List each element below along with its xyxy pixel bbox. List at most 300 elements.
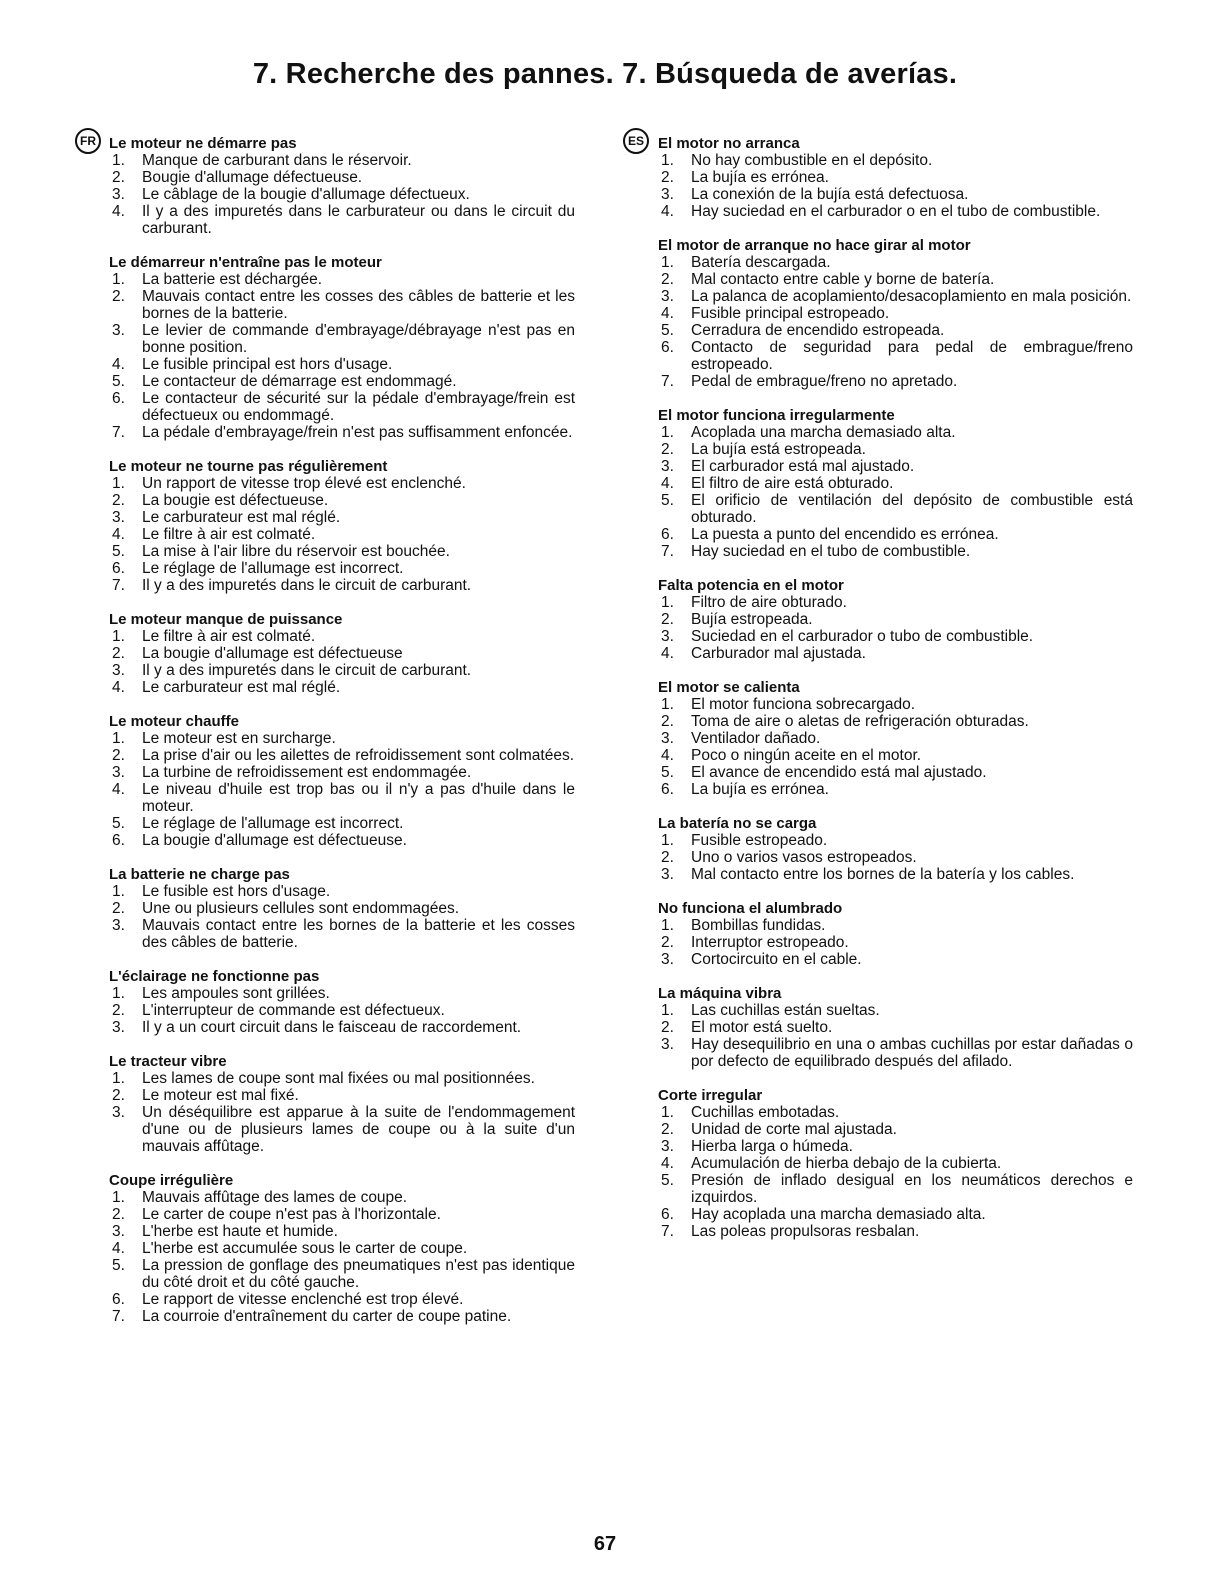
- item-number: 1.: [661, 832, 674, 849]
- section-heading: Le moteur manque de puissance: [109, 611, 343, 628]
- cause-list: [109, 152, 575, 237]
- item-text: Las poleas propulsoras resbalan.: [691, 1223, 920, 1240]
- list-item: [109, 288, 575, 322]
- section-heading: Le moteur chauffe: [109, 713, 240, 730]
- item-number: 7.: [112, 424, 125, 441]
- item-text: Las cuchillas están sueltas.: [691, 1002, 880, 1019]
- item-text: La bujía está estropeada.: [691, 441, 866, 458]
- page-title: 7. Recherche des pannes. 7. Búsqueda de averías.: [252, 58, 958, 90]
- item-number: 2.: [661, 849, 674, 866]
- list-item: [109, 1087, 575, 1104]
- list-item: [109, 560, 575, 577]
- list-item: [109, 1070, 575, 1087]
- item-number: 2.: [112, 1002, 125, 1019]
- item-text: La bougie est défectueuse.: [142, 492, 329, 509]
- item-text: Le contacteur de démarrage est endommagé.: [142, 373, 457, 390]
- troubleshooting-section: [658, 407, 1133, 560]
- cause-list: [109, 1070, 575, 1155]
- item-number: 1.: [112, 271, 125, 288]
- item-text: Fusible estropeado.: [691, 832, 828, 849]
- item-text: Le filtre à air est colmaté.: [142, 526, 316, 543]
- item-text: Le filtre à air est colmaté.: [142, 628, 316, 645]
- item-text: Poco o ningún aceite en el motor.: [691, 747, 922, 764]
- list-item: [109, 186, 575, 203]
- troubleshooting-section: [658, 237, 1133, 390]
- troubleshooting-section: [658, 679, 1133, 798]
- item-number: 4.: [112, 356, 125, 373]
- item-text: La mise à l'air libre du réservoir est bouchée.: [142, 543, 450, 560]
- item-text: La pression de gonflage des pneumatiques n'est pas identique du côté droit et du côté gauche.: [142, 1257, 575, 1291]
- item-text: El orificio de ventilación del depósito de combustible está obturado.: [691, 492, 1133, 526]
- list-item: [658, 781, 1133, 798]
- list-item: [109, 1308, 575, 1325]
- item-number: 2.: [661, 1019, 674, 1036]
- item-text: Toma de aire o aletas de refrigeración obturadas.: [691, 713, 1029, 730]
- item-text: La bujía es errónea.: [691, 781, 829, 798]
- item-number: 2.: [661, 713, 674, 730]
- list-item: [109, 424, 575, 441]
- item-text: Presión de inflado desigual en los neumáticos derechos e izquirdos.: [691, 1172, 1133, 1206]
- item-number: 4.: [112, 203, 125, 220]
- section-heading: Falta potencia en el motor: [658, 577, 844, 594]
- cause-list: [658, 594, 1133, 662]
- item-text: Bujía estropeada.: [691, 611, 813, 628]
- list-item: [658, 951, 1133, 968]
- item-text: El filtro de aire está obturado.: [691, 475, 894, 492]
- list-item: [658, 1104, 1133, 1121]
- item-text: Les lames de coupe sont mal fixées ou mal positionnées.: [142, 1070, 535, 1087]
- list-item: [658, 424, 1133, 441]
- item-text: Le fusible est hors d'usage.: [142, 883, 331, 900]
- item-text: Unidad de corte mal ajustada.: [691, 1121, 897, 1138]
- item-text: El motor está suelto.: [691, 1019, 833, 1036]
- section-heading: El motor no arranca: [658, 135, 800, 152]
- section-heading: Coupe irrégulière: [109, 1172, 234, 1189]
- item-number: 2.: [112, 747, 125, 764]
- list-item: [109, 169, 575, 186]
- item-text: El carburador está mal ajustado.: [691, 458, 915, 475]
- item-number: 2.: [661, 1121, 674, 1138]
- item-text: Le levier de commande d'embrayage/débrayage n'est pas en bonne position.: [142, 322, 575, 356]
- list-item: [658, 441, 1133, 458]
- item-number: 1.: [661, 1002, 674, 1019]
- item-number: 4.: [112, 781, 125, 798]
- section-heading: Le démarreur n'entraîne pas le moteur: [109, 254, 382, 271]
- item-text: L'herbe est accumulée sous le carter de coupe.: [142, 1240, 468, 1257]
- troubleshooting-section: [658, 900, 1133, 968]
- item-text: Hay acoplada una marcha demasiado alta.: [691, 1206, 986, 1223]
- item-number: 1.: [112, 152, 125, 169]
- cause-list: [109, 271, 575, 441]
- cause-list: [109, 475, 575, 594]
- list-item: [109, 917, 575, 951]
- item-text: La batterie est déchargée.: [142, 271, 323, 288]
- troubleshooting-section: [109, 866, 575, 951]
- item-text: Le carburateur est mal réglé.: [142, 679, 341, 696]
- item-text: Batería descargada.: [691, 254, 831, 271]
- troubleshooting-section: [109, 135, 575, 237]
- cause-list: [658, 1104, 1133, 1240]
- item-number: 3.: [661, 1138, 674, 1155]
- item-number: 1.: [661, 424, 674, 441]
- item-text: Le réglage de l'allumage est incorrect.: [142, 815, 404, 832]
- list-item: [658, 475, 1133, 492]
- list-item: [658, 186, 1133, 203]
- item-text: Le réglage de l'allumage est incorrect.: [142, 560, 404, 577]
- troubleshooting-section: [109, 1053, 575, 1155]
- item-number: 3.: [112, 1019, 125, 1036]
- item-text: Un déséquilibre est apparue à la suite de l'endommagement d'une ou de plusieurs lames de coupe ou à la suite d'un mauvais affûtage.: [142, 1104, 575, 1155]
- item-number: 6.: [112, 560, 125, 577]
- item-number: 4.: [112, 526, 125, 543]
- item-text: L'herbe est haute et humide.: [142, 1223, 338, 1240]
- item-number: 5.: [661, 322, 674, 339]
- section-heading: El motor de arranque no hace girar al motor: [658, 237, 971, 254]
- item-text: Le câblage de la bougie d'allumage défectueux.: [142, 186, 470, 203]
- item-number: 2.: [661, 441, 674, 458]
- list-item: [109, 390, 575, 424]
- list-item: [658, 1138, 1133, 1155]
- item-text: La turbine de refroidissement est endommagée.: [142, 764, 472, 781]
- list-item: [109, 883, 575, 900]
- list-item: [109, 1257, 575, 1291]
- list-item: [658, 849, 1133, 866]
- item-number: 5.: [112, 1257, 125, 1274]
- item-text: Le moteur est en surcharge.: [142, 730, 336, 747]
- list-item: [109, 1104, 575, 1155]
- item-text: Le fusible principal est hors d'usage.: [142, 356, 393, 373]
- list-item: [109, 900, 575, 917]
- item-text: Contacto de seguridad para pedal de embrague/freno estropeado.: [691, 339, 1133, 373]
- list-item: [109, 1189, 575, 1206]
- list-item: [658, 254, 1133, 271]
- list-item: [109, 1206, 575, 1223]
- item-text: Manque de carburant dans le réservoir.: [142, 152, 412, 169]
- list-item: [109, 1291, 575, 1308]
- item-number: 5.: [112, 543, 125, 560]
- list-item: [109, 373, 575, 390]
- item-number: 3.: [112, 1223, 125, 1240]
- troubleshooting-section: [109, 611, 575, 696]
- list-item: [109, 985, 575, 1002]
- section-heading: La batería no se carga: [658, 815, 817, 832]
- item-text: Cerradura de encendido estropeada.: [691, 322, 945, 339]
- list-item: [658, 203, 1133, 220]
- list-item: [658, 322, 1133, 339]
- list-item: [658, 339, 1133, 373]
- item-number: 6.: [661, 781, 674, 798]
- section-heading: El motor se calienta: [658, 679, 800, 696]
- list-item: [658, 917, 1133, 934]
- list-item: [109, 492, 575, 509]
- list-item: [109, 730, 575, 747]
- item-number: 4.: [112, 1240, 125, 1257]
- item-number: 2.: [661, 611, 674, 628]
- list-item: [658, 1206, 1133, 1223]
- list-item: [658, 1172, 1133, 1206]
- item-text: Suciedad en el carburador o tubo de combustible.: [691, 628, 1034, 645]
- item-number: 6.: [112, 1291, 125, 1308]
- list-item: [109, 628, 575, 645]
- item-number: 6.: [112, 390, 125, 407]
- item-number: 2.: [112, 1087, 125, 1104]
- list-item: [109, 832, 575, 849]
- section-heading: No funciona el alumbrado: [658, 900, 843, 917]
- language-badge-fr: FR: [75, 128, 101, 154]
- item-number: 1.: [661, 594, 674, 611]
- item-text: Une ou plusieurs cellules sont endommagées.: [142, 900, 460, 917]
- item-number: 1.: [661, 917, 674, 934]
- item-text: Mal contacto entre cable y borne de batería.: [691, 271, 995, 288]
- item-number: 1.: [112, 628, 125, 645]
- item-text: Le carburateur est mal réglé.: [142, 509, 341, 526]
- item-number: 2.: [661, 169, 674, 186]
- list-item: [658, 543, 1133, 560]
- list-item: [658, 526, 1133, 543]
- item-number: 7.: [661, 373, 674, 390]
- list-item: [658, 747, 1133, 764]
- item-number: 2.: [112, 288, 125, 305]
- item-text: La bougie d'allumage est défectueuse: [142, 645, 403, 662]
- item-number: 5.: [112, 815, 125, 832]
- list-item: [109, 747, 575, 764]
- item-text: Fusible principal estropeado.: [691, 305, 890, 322]
- item-text: Il y a un court circuit dans le faisceau de raccordement.: [142, 1019, 522, 1036]
- cause-list: [658, 917, 1133, 968]
- item-text: No hay combustible en el depósito.: [691, 152, 933, 169]
- list-item: [658, 1019, 1133, 1036]
- troubleshooting-section: [109, 254, 575, 441]
- list-item: [109, 475, 575, 492]
- item-number: 6.: [661, 1206, 674, 1223]
- list-item: [658, 645, 1133, 662]
- item-text: La puesta a punto del encendido es errónea.: [691, 526, 999, 543]
- item-number: 2.: [112, 1206, 125, 1223]
- list-item: [658, 271, 1133, 288]
- item-number: 3.: [661, 1036, 674, 1053]
- list-item: [658, 764, 1133, 781]
- item-number: 1.: [112, 475, 125, 492]
- item-number: 6.: [661, 526, 674, 543]
- item-number: 3.: [661, 186, 674, 203]
- item-number: 3.: [661, 458, 674, 475]
- list-item: [109, 815, 575, 832]
- item-number: 1.: [661, 1104, 674, 1121]
- item-number: 7.: [112, 1308, 125, 1325]
- page-number: 67: [593, 1533, 617, 1555]
- item-number: 2.: [112, 900, 125, 917]
- item-text: Hay suciedad en el carburador o en el tubo de combustible.: [691, 203, 1101, 220]
- item-text: Ventilador dañado.: [691, 730, 821, 747]
- item-number: 7.: [661, 543, 674, 560]
- troubleshooting-section: [109, 458, 575, 594]
- item-number: 1.: [661, 152, 674, 169]
- cause-list: [658, 254, 1133, 390]
- troubleshooting-section: [109, 968, 575, 1036]
- item-number: 3.: [112, 662, 125, 679]
- list-item: [109, 662, 575, 679]
- section-heading: Le moteur ne tourne pas régulièrement: [109, 458, 388, 475]
- item-text: Un rapport de vitesse trop élevé est enclenché.: [142, 475, 466, 492]
- item-number: 1.: [112, 1189, 125, 1206]
- section-heading: Le tracteur vibre: [109, 1053, 227, 1070]
- item-number: 3.: [112, 186, 125, 203]
- item-text: Hay desequilibrio en una o ambas cuchillas por estar dañadas o por defecto de equilibrado después del afilado.: [691, 1036, 1133, 1070]
- item-number: 1.: [112, 985, 125, 1002]
- item-text: Uno o varios vasos estropeados.: [691, 849, 917, 866]
- item-text: Le niveau d'huile est trop bas ou il n'y a pas d'huile dans le moteur.: [142, 781, 575, 815]
- list-item: [109, 322, 575, 356]
- item-text: La bujía es errónea.: [691, 169, 829, 186]
- item-number: 1.: [661, 696, 674, 713]
- item-number: 1.: [112, 1070, 125, 1087]
- section-heading: Le moteur ne démarre pas: [109, 135, 297, 152]
- troubleshooting-section: [658, 577, 1133, 662]
- item-text: Il y a des impuretés dans le circuit de carburant.: [142, 662, 472, 679]
- item-text: Mauvais contact entre les bornes de la batterie et les cosses des câbles de batterie.: [142, 917, 575, 951]
- cause-list: [658, 152, 1133, 220]
- item-number: 2.: [112, 492, 125, 509]
- list-item: [658, 730, 1133, 747]
- list-item: [658, 152, 1133, 169]
- item-text: La palanca de acoplamiento/desacoplamiento en mala posición.: [691, 288, 1132, 305]
- item-number: 1.: [661, 254, 674, 271]
- item-text: Il y a des impuretés dans le carburateur ou dans le circuit du carburant.: [142, 203, 575, 237]
- list-item: [658, 1036, 1133, 1070]
- item-text: Acumulación de hierba debajo de la cubierta.: [691, 1155, 1002, 1172]
- item-text: Carburador mal ajustada.: [691, 645, 866, 662]
- item-text: Acoplada una marcha demasiado alta.: [691, 424, 956, 441]
- troubleshooting-section: [658, 985, 1133, 1070]
- list-item: [658, 169, 1133, 186]
- item-number: 4.: [661, 203, 674, 220]
- item-number: 3.: [112, 509, 125, 526]
- list-item: [658, 1223, 1133, 1240]
- list-item: [658, 866, 1133, 883]
- list-item: [109, 152, 575, 169]
- list-item: [109, 543, 575, 560]
- list-item: [658, 305, 1133, 322]
- item-text: Interruptor estropeado.: [691, 934, 849, 951]
- item-number: 6.: [661, 339, 674, 356]
- list-item: [658, 458, 1133, 475]
- item-text: Les ampoules sont grillées.: [142, 985, 330, 1002]
- item-number: 3.: [112, 764, 125, 781]
- item-text: Bougie d'allumage défectueuse.: [142, 169, 363, 186]
- troubleshooting-section: [109, 1172, 575, 1325]
- list-item: [658, 934, 1133, 951]
- section-heading: El motor funciona irregularmente: [658, 407, 895, 424]
- sections-es: [658, 135, 1133, 1257]
- item-number: 2.: [661, 271, 674, 288]
- cause-list: [109, 883, 575, 951]
- list-item: [109, 577, 575, 594]
- list-item: [109, 645, 575, 662]
- section-heading: La batterie ne charge pas: [109, 866, 290, 883]
- item-number: 2.: [112, 645, 125, 662]
- item-text: Le moteur est mal fixé.: [142, 1087, 299, 1104]
- list-item: [109, 1002, 575, 1019]
- list-item: [658, 628, 1133, 645]
- list-item: [658, 611, 1133, 628]
- item-number: 4.: [661, 1155, 674, 1172]
- list-item: [109, 679, 575, 696]
- troubleshooting-section: [109, 713, 575, 849]
- list-item: [109, 781, 575, 815]
- item-number: 1.: [112, 883, 125, 900]
- item-text: Cuchillas embotadas.: [691, 1104, 840, 1121]
- item-number: 2.: [112, 169, 125, 186]
- item-text: Le rapport de vitesse enclenché est trop élevé.: [142, 1291, 464, 1308]
- item-text: Pedal de embrague/freno no apretado.: [691, 373, 958, 390]
- item-number: 3.: [661, 288, 674, 305]
- list-item: [658, 832, 1133, 849]
- item-text: Mal contacto entre los bornes de la batería y los cables.: [691, 866, 1075, 883]
- item-number: 4.: [112, 679, 125, 696]
- cause-list: [658, 832, 1133, 883]
- section-heading: La máquina vibra: [658, 985, 782, 1002]
- item-text: L'interrupteur de commande est défectueux.: [142, 1002, 445, 1019]
- item-text: Hay suciedad en el tubo de combustible.: [691, 543, 971, 560]
- item-text: La prise d'air ou les ailettes de refroidissement sont colmatées.: [142, 747, 575, 764]
- item-text: La conexión de la bujía está defectuosa.: [691, 186, 969, 203]
- item-number: 6.: [112, 832, 125, 849]
- item-text: Il y a des impuretés dans le circuit de carburant.: [142, 577, 472, 594]
- list-item: [109, 1019, 575, 1036]
- list-item: [109, 764, 575, 781]
- list-item: [658, 373, 1133, 390]
- section-heading: Corte irregular: [658, 1087, 763, 1104]
- item-number: 4.: [661, 475, 674, 492]
- item-number: 5.: [661, 764, 674, 781]
- item-text: La pédale d'embrayage/frein n'est pas suffisamment enfoncée.: [142, 424, 573, 441]
- list-item: [658, 696, 1133, 713]
- item-number: 3.: [661, 866, 674, 883]
- item-text: Le contacteur de sécurité sur la pédale d'embrayage/frein est défectueux ou endommagé.: [142, 390, 575, 424]
- item-number: 3.: [112, 322, 125, 339]
- item-number: 4.: [661, 305, 674, 322]
- troubleshooting-section: [658, 815, 1133, 883]
- list-item: [109, 1240, 575, 1257]
- item-text: El motor funciona sobrecargado.: [691, 696, 916, 713]
- item-text: Mauvais contact entre les cosses des câbles de batterie et les bornes de la batterie.: [142, 288, 575, 322]
- item-number: 3.: [661, 951, 674, 968]
- list-item: [658, 1121, 1133, 1138]
- item-text: La courroie d'entraînement du carter de coupe patine.: [142, 1308, 512, 1325]
- list-item: [658, 713, 1133, 730]
- item-number: 5.: [661, 1172, 674, 1189]
- list-item: [109, 271, 575, 288]
- item-number: 3.: [112, 1104, 125, 1121]
- list-item: [109, 526, 575, 543]
- item-number: 7.: [661, 1223, 674, 1240]
- item-text: Bombillas fundidas.: [691, 917, 826, 934]
- troubleshooting-section: [658, 135, 1133, 220]
- item-number: 3.: [112, 917, 125, 934]
- cause-list: [109, 985, 575, 1036]
- item-text: Mauvais affûtage des lames de coupe.: [142, 1189, 408, 1206]
- cause-list: [658, 696, 1133, 798]
- item-number: 2.: [661, 934, 674, 951]
- list-item: [109, 1223, 575, 1240]
- item-number: 4.: [661, 747, 674, 764]
- cause-list: [109, 1189, 575, 1325]
- cause-list: [658, 1002, 1133, 1070]
- item-text: El avance de encendido está mal ajustado.: [691, 764, 987, 781]
- list-item: [658, 1155, 1133, 1172]
- item-number: 4.: [661, 645, 674, 662]
- item-text: La bougie d'allumage est défectueuse.: [142, 832, 407, 849]
